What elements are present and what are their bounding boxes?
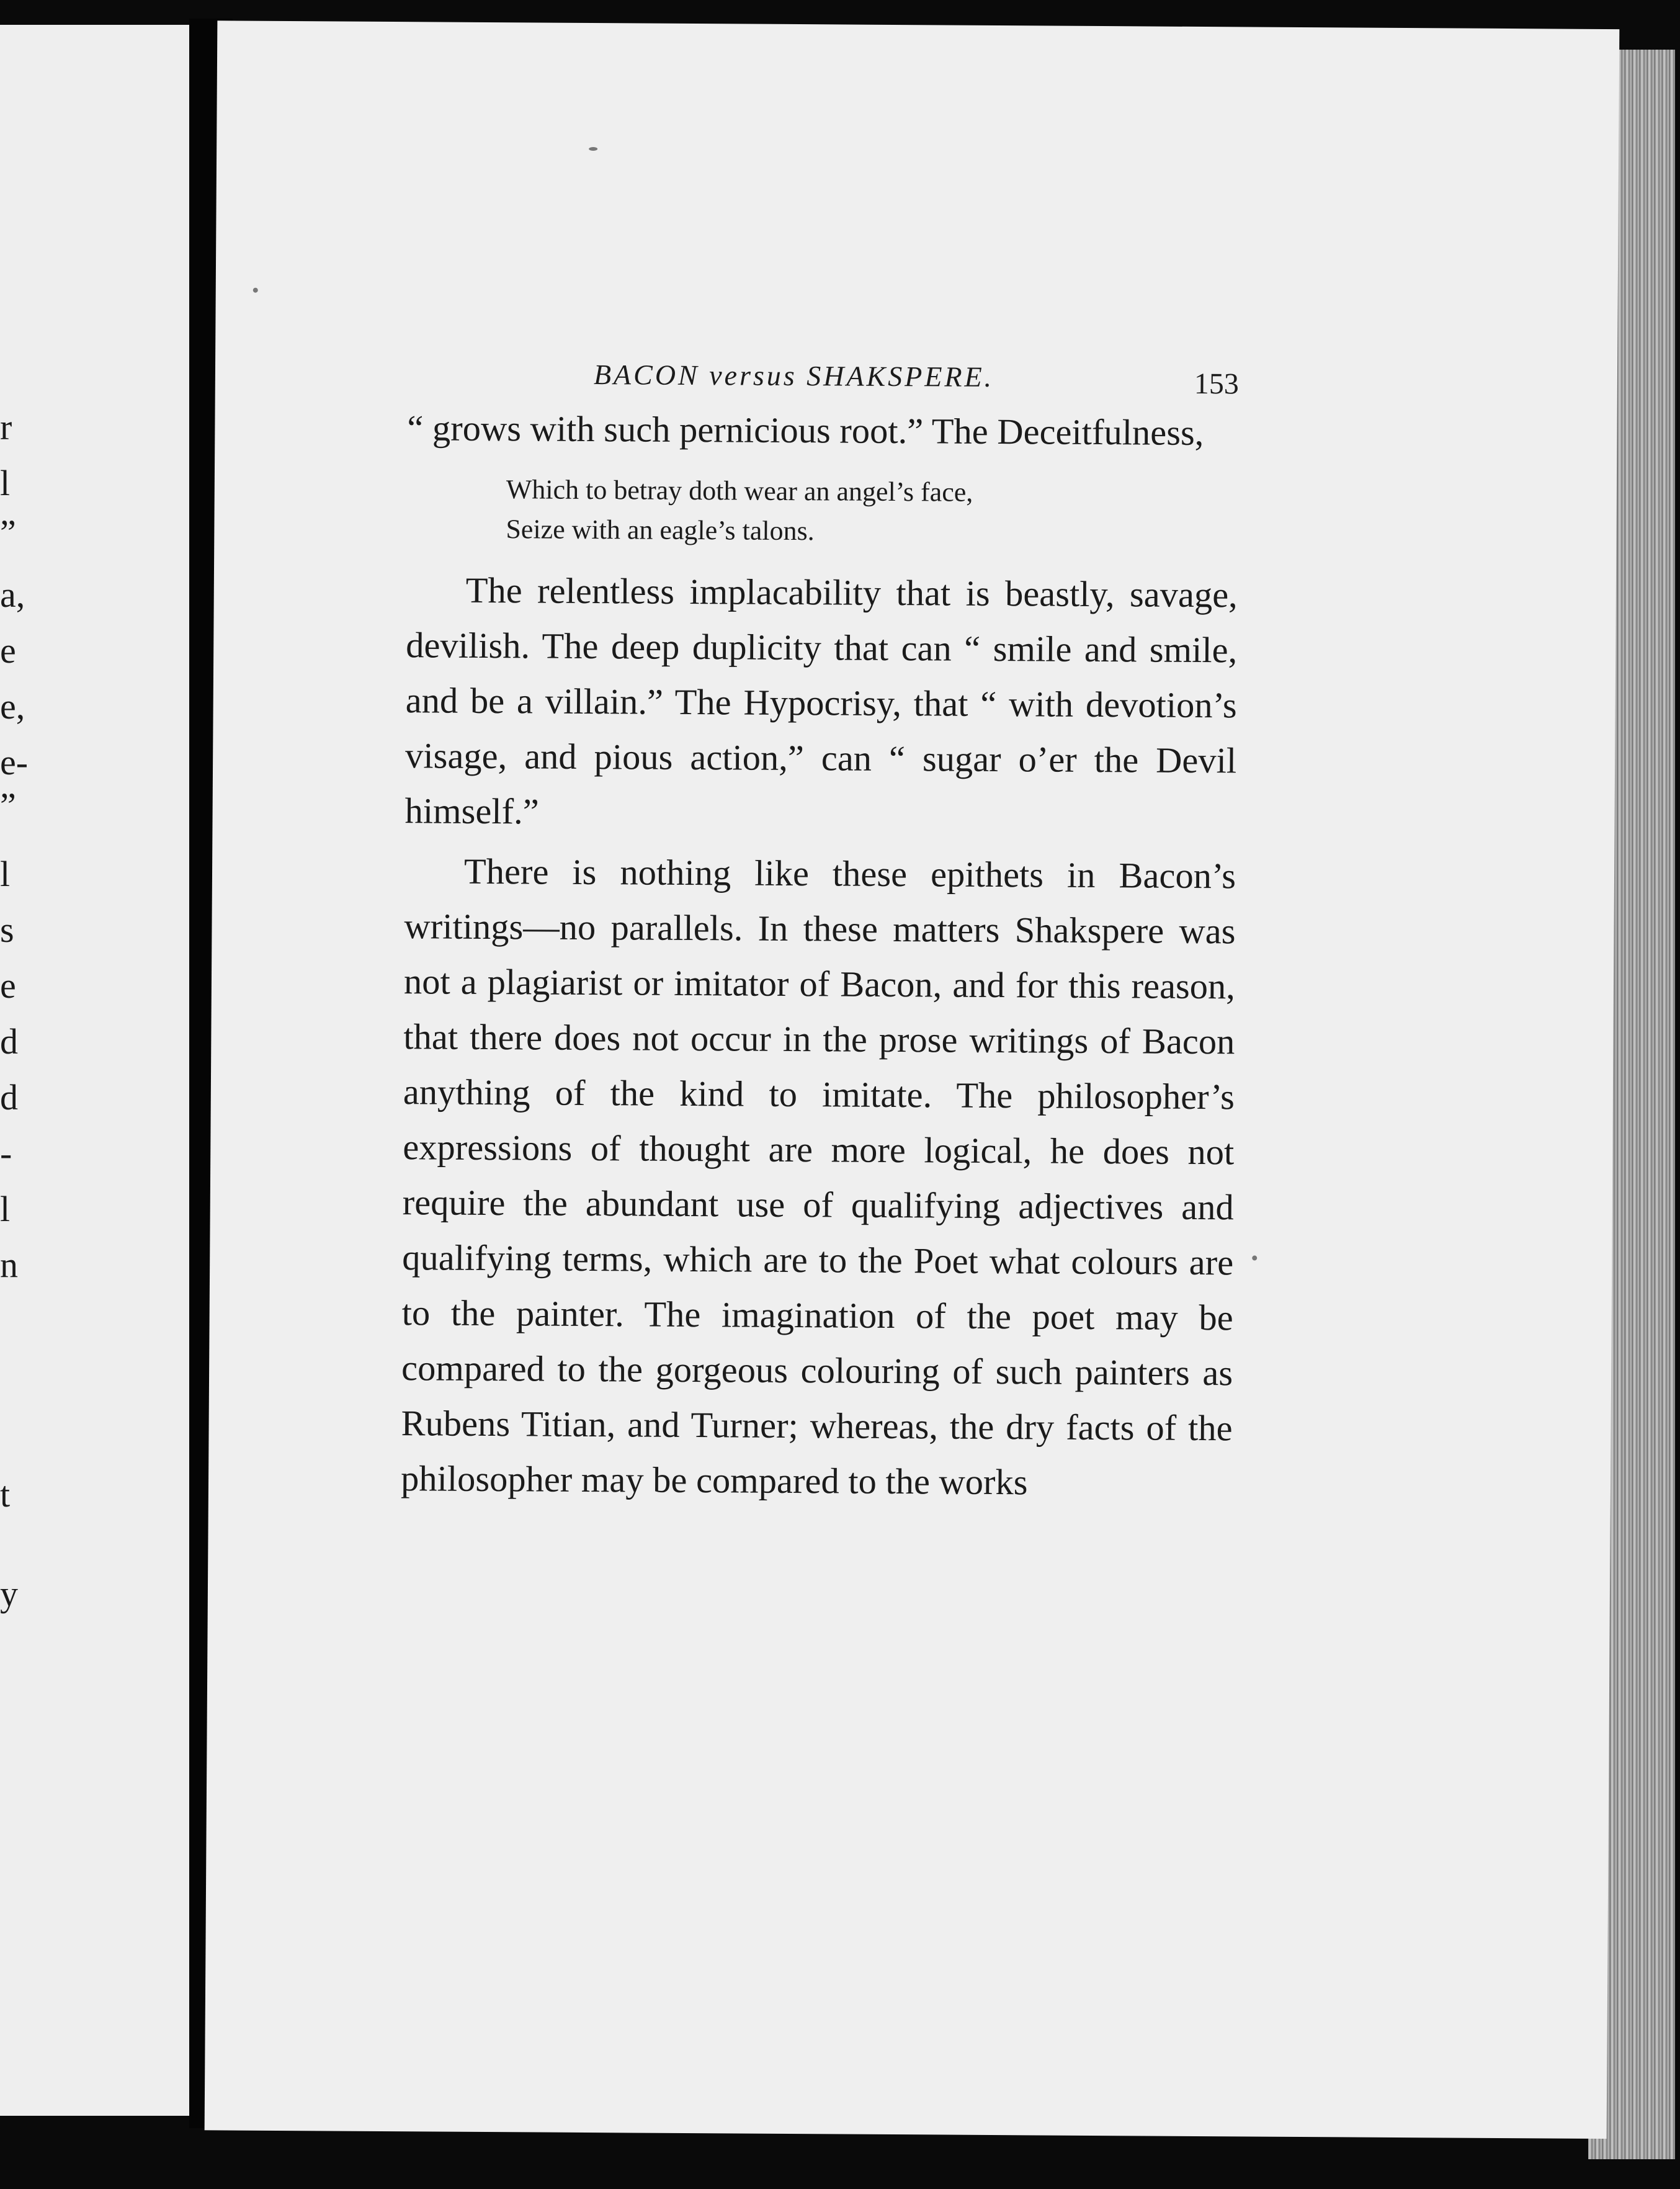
edge-letter: a, [0, 575, 25, 615]
book-page [205, 20, 1620, 2139]
paragraph-2: The relentless implacability that is beastly, savage, devilish. The deep duplicity that can “ smile and smile, and be a villain.” The Hypocrisy, that “ with devotion’s visage, and pious action,” can “ sugar o’er the Devil himself.” [404, 570, 1238, 832]
text-block [401, 344, 1239, 1511]
edge-letter: ” [0, 786, 16, 826]
paragraph-1: “ grows with such pernicious root.” The Deceitfulness, [407, 408, 1204, 454]
edge-letter: l [0, 854, 11, 894]
quote-line: Which to betray doth wear an angel’s face, [506, 474, 973, 508]
edge-letter: y [0, 1573, 18, 1614]
edge-letter: r [0, 407, 12, 447]
edge-letter: e- [0, 742, 29, 782]
edge-letter: t [0, 1474, 11, 1515]
edge-letter: l [0, 1189, 11, 1229]
edge-letter: n [0, 1245, 18, 1285]
edge-letter: - [0, 1133, 12, 1173]
edge-letter: ” [0, 513, 16, 553]
edge-letter: e [0, 965, 16, 1006]
quote-line: Seize with an eagle’s talons. [506, 514, 815, 547]
paragraph-3: There is nothing like these epithets in Bacon’s writings—no parallels. In these matters Shakspere was not a plagiarist or imitator of Bacon, and for this reason, that there does not occur in the prose writings of Bacon anything of the kind to imitate. The philosopher’s expressions of thought are more logical, he does not require the abundant use of qualifying adjectives and qualifying terms, which are to the Poet what colours are to the painter. The imagination of the poet may be compared to the gorgeous colouring of such painters as Rubens Titian, and Turner; whereas, the dry facts of the philosopher may be compared to the works [400, 851, 1236, 1503]
edge-letter: e, [0, 686, 25, 727]
edge-letter: e [0, 630, 16, 671]
block-quote [506, 470, 1238, 553]
running-head [408, 344, 1240, 405]
facing-page-left [0, 25, 189, 2116]
edge-letter: d [0, 1077, 18, 1117]
page-number: 153 [1194, 367, 1240, 401]
edge-letter: l [0, 463, 11, 503]
edge-letter: d [0, 1021, 18, 1062]
print-speck [253, 288, 258, 293]
running-title: BACON versus SHAKSPERE. [593, 359, 994, 393]
print-speck [1252, 1256, 1257, 1261]
print-speck [589, 147, 597, 151]
edge-letter: s [0, 910, 14, 950]
